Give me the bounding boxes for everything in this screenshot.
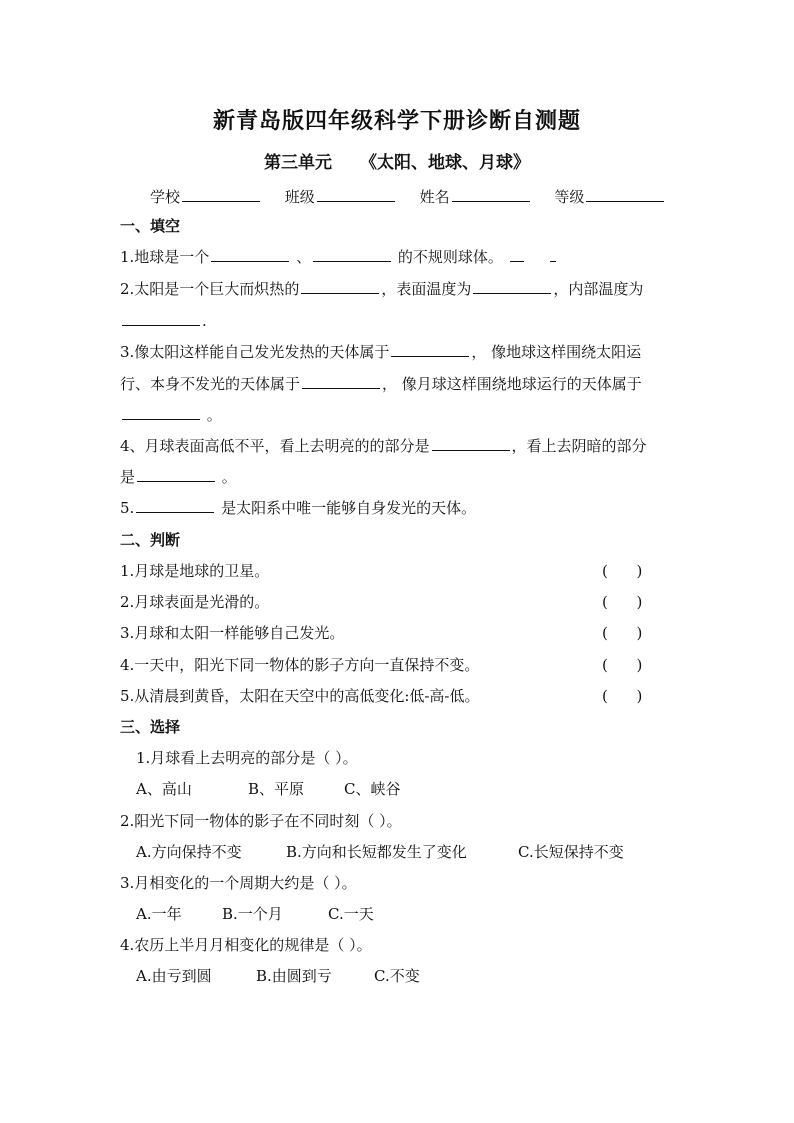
class-blank[interactable] xyxy=(317,188,395,202)
answer-blank[interactable] xyxy=(301,280,379,294)
choice-options-4 xyxy=(136,966,420,986)
answer-blank[interactable] xyxy=(211,248,289,262)
answer-blank[interactable] xyxy=(122,406,200,420)
answer-paren[interactable]: ( ) xyxy=(602,624,643,642)
answer-paren[interactable]: ( ) xyxy=(602,687,643,705)
section1-heading: 一、填空 xyxy=(120,217,181,235)
option-b[interactable]: B.一个月 xyxy=(222,905,283,923)
fill-question-3-cont2: 。 xyxy=(120,405,222,425)
judge-item: 5.从清晨到黄昏，太阳在天空中的高低变化:低-高-低。 xyxy=(120,687,480,705)
section3-heading: 三、选择 xyxy=(120,718,181,736)
fill-question-4-cont: 是 。 xyxy=(120,468,237,486)
answer-blank[interactable] xyxy=(432,437,510,451)
fill-question-3: 3.像太阳这样能自己发光发热的天体属于 ， 像地球这样围绕太阳运 xyxy=(120,343,642,361)
option-a[interactable]: A.方向保持不变 xyxy=(136,843,242,861)
class-label: 班级 xyxy=(284,188,315,206)
option-b[interactable]: B.由圆到亏 xyxy=(256,967,332,985)
option-b[interactable]: B、平原 xyxy=(248,780,305,798)
fill-question-2-cont: . xyxy=(120,311,207,331)
choice-question-4: 4.农历上半月月相变化的规律是（ ）。 xyxy=(120,936,372,954)
choice-question-3: 3.月相变化的一个周期大约是（ ）。 xyxy=(120,874,357,892)
judge-item: 4.一天中，阳光下同一物体的影子方向一直保持不变。 xyxy=(120,656,480,674)
judge-item: 3.月球和太阳一样能够自己发光。 xyxy=(120,624,345,642)
fill-question-3-cont: 行、本身不发光的天体属于 ， 像月球这样围绕地球运行的天体属于 xyxy=(120,375,642,393)
choice-options-3 xyxy=(136,904,374,924)
judge-item: 2.月球表面是光滑的。 xyxy=(120,593,270,611)
option-c[interactable]: C.不变 xyxy=(374,967,420,985)
grade-label: 等级 xyxy=(554,188,585,206)
option-c[interactable]: C.长短保持不变 xyxy=(518,843,624,861)
unit-label: 第三单元 xyxy=(264,153,332,173)
page-title: 新青岛版四年级科学下册诊断自测题 xyxy=(212,108,581,134)
student-info-line xyxy=(150,186,684,207)
school-label: 学校 xyxy=(150,188,181,206)
name-blank[interactable] xyxy=(452,188,530,202)
fill-question-2: 2.太阳是一个巨大而炽热的 ，表面温度为 ，内部温度为 xyxy=(120,280,644,298)
fill-question-1: 1.地球是一个 、 的不规则球体。 xyxy=(120,247,558,267)
option-a[interactable]: A、高山 xyxy=(136,780,192,798)
school-blank[interactable] xyxy=(182,188,260,202)
answer-blank[interactable] xyxy=(136,499,214,513)
subtitle xyxy=(0,148,794,173)
fill-question-4: 4、月球表面高低不平，看上去明亮的的部分是 ，看上去阴暗的部分 xyxy=(120,437,647,455)
judge-item: 1.月球是地球的卫星。 xyxy=(120,562,270,580)
answer-paren[interactable]: ( ) xyxy=(602,593,643,611)
fill-question-5: 5. 是太阳系中唯一能够自身发光的天体。 xyxy=(120,499,477,517)
answer-blank[interactable] xyxy=(122,312,200,326)
choice-question-2: 2.阳光下同一物体的影子在不同时刻（ ）。 xyxy=(120,812,402,830)
option-b[interactable]: B.方向和长短都发生了变化 xyxy=(286,843,467,861)
stray-blank xyxy=(550,248,556,262)
choice-options-2 xyxy=(136,842,624,862)
choice-options-1 xyxy=(136,779,400,799)
topic-label: 《太阳、地球、月球》 xyxy=(360,153,530,173)
grade-blank[interactable] xyxy=(586,188,664,202)
answer-blank[interactable] xyxy=(137,468,215,482)
choice-question-1: 1.月球看上去明亮的部分是（ ）。 xyxy=(136,749,358,767)
option-c[interactable]: C、峡谷 xyxy=(344,780,401,798)
stray-blank xyxy=(510,248,524,262)
option-c[interactable]: C.一天 xyxy=(328,905,374,923)
answer-blank[interactable] xyxy=(391,343,469,357)
name-label: 姓名 xyxy=(419,188,450,206)
option-a[interactable]: A.由亏到圆 xyxy=(136,967,212,985)
section2-heading: 二、判断 xyxy=(120,531,181,549)
option-a[interactable]: A.一年 xyxy=(136,905,182,923)
answer-blank[interactable] xyxy=(313,248,391,262)
answer-paren[interactable]: ( ) xyxy=(602,562,643,580)
answer-paren[interactable]: ( ) xyxy=(602,656,643,674)
answer-blank[interactable] xyxy=(473,280,551,294)
answer-blank[interactable] xyxy=(302,375,380,389)
